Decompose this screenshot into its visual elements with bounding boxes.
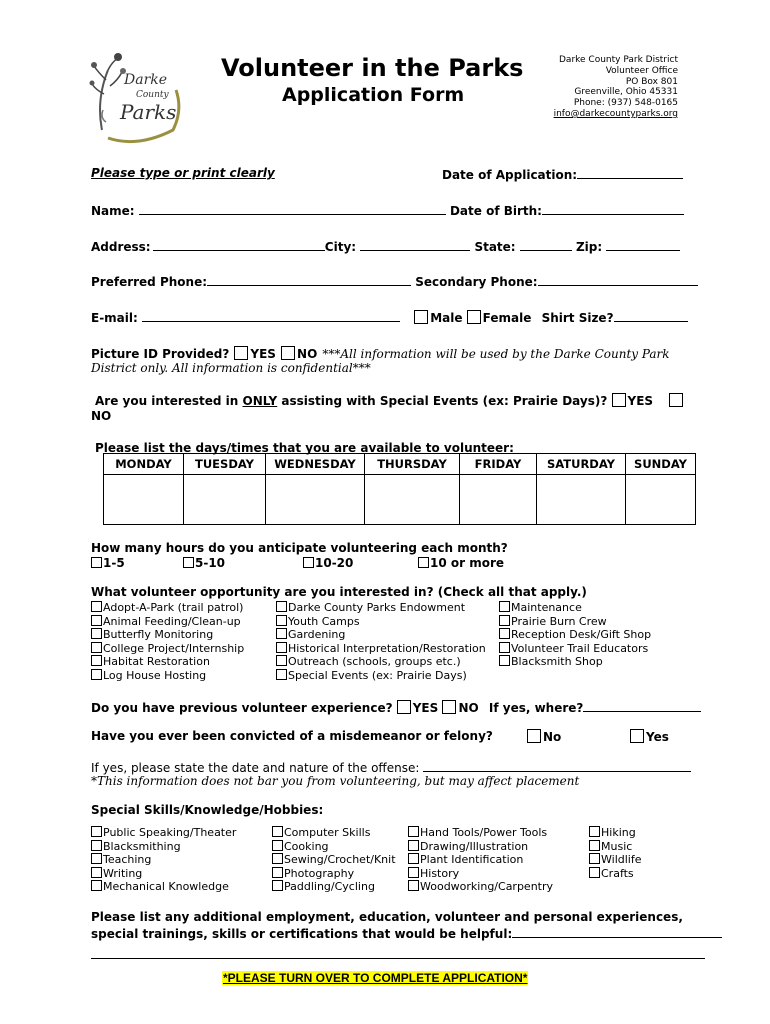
skills-heading: Special Skills/Knowledge/Hobbies: (91, 803, 324, 817)
skill-label: History (420, 866, 460, 880)
opportunity-label: Log House Hosting (103, 668, 207, 682)
experience-where-field[interactable] (583, 699, 701, 712)
skill-checkbox[interactable] (408, 867, 419, 878)
female-label: Female (482, 311, 532, 325)
experience-where-label: If yes, where? (488, 701, 584, 715)
zip-label: Zip: (575, 240, 603, 254)
opportunity-item (91, 655, 244, 669)
skill-item (272, 840, 396, 854)
picture-id-no-label: NO (297, 347, 318, 361)
city-field[interactable] (360, 238, 470, 251)
preferred-phone-label: Preferred Phone: (91, 275, 208, 289)
turn-over-notice: *PLEASE TURN OVER TO COMPLETE APPLICATION* (223, 971, 528, 985)
hours-label: 1-5 (103, 556, 125, 570)
date-of-application-field[interactable] (577, 166, 683, 179)
opportunity-label: Habitat Restoration (103, 655, 210, 669)
availability-cell-friday[interactable] (460, 475, 537, 525)
special-events-no-checkbox[interactable] (669, 393, 683, 407)
opportunity-checkbox[interactable] (499, 642, 510, 653)
skill-label: Hand Tools/Power Tools (420, 826, 548, 839)
opportunity-label: Volunteer Trail Educators (511, 641, 649, 655)
skill-checkbox[interactable] (91, 880, 102, 891)
skill-label: Sewing/Crochet/Knit (284, 853, 396, 867)
availability-cell-saturday[interactable] (537, 475, 626, 525)
hours-checkbox[interactable] (91, 557, 102, 568)
day-header: SUNDAY (626, 454, 696, 475)
opportunity-checkbox[interactable] (91, 642, 102, 653)
opportunity-checkbox[interactable] (276, 655, 287, 666)
opportunity-label: College Project/Internship (103, 641, 245, 655)
skills-col4 (589, 826, 641, 880)
skill-label: Computer Skills (284, 826, 371, 839)
opportunity-checkbox[interactable] (499, 615, 510, 626)
zip-field[interactable] (606, 238, 680, 251)
address-row (91, 238, 680, 254)
special-events-yes-checkbox[interactable] (612, 393, 626, 407)
skill-checkbox[interactable] (91, 826, 102, 837)
conviction-yes-label: Yes (646, 730, 669, 744)
opportunity-label: Special Events (ex: Prairie Days) (288, 668, 467, 682)
day-header: MONDAY (104, 454, 184, 475)
hours-label: 10 or more (430, 556, 505, 570)
opportunities-col1 (91, 601, 244, 683)
page-title: Volunteer in the Parks (221, 54, 524, 82)
opportunity-label: Butterfly Monitoring (103, 628, 214, 642)
dob-field[interactable] (542, 202, 684, 215)
offense-field[interactable] (423, 759, 691, 772)
special-events-q-pre: Are you interested in (95, 394, 243, 408)
experience-no-label: NO (458, 701, 479, 715)
park-logo (88, 50, 188, 150)
opportunity-item (276, 628, 486, 642)
female-checkbox[interactable] (467, 310, 481, 324)
conviction-question: Have you ever been convicted of a misdemeanor or felony? (91, 729, 493, 743)
male-label: Male (430, 311, 463, 325)
offense-row (91, 759, 691, 775)
office-address (554, 55, 678, 120)
opportunities-col2 (276, 601, 486, 683)
day-header: FRIDAY (460, 454, 537, 475)
skill-item (589, 853, 641, 867)
opportunity-checkbox[interactable] (276, 669, 287, 680)
opportunity-checkbox[interactable] (91, 655, 102, 666)
email-label: E-mail: (91, 311, 138, 325)
skills-col3 (408, 826, 553, 894)
skill-item (589, 826, 641, 840)
logo-text-county: County (136, 90, 169, 100)
skill-label: Music (601, 839, 633, 853)
opportunity-checkbox[interactable] (91, 615, 102, 626)
address-field[interactable] (153, 238, 325, 251)
opportunity-checkbox[interactable] (499, 601, 510, 612)
hours-option (183, 556, 225, 570)
opportunity-label: Prairie Burn Crew (511, 614, 607, 628)
skill-checkbox[interactable] (589, 826, 600, 837)
opportunity-label: Adopt-A-Park (trail patrol) (103, 601, 244, 614)
preferred-phone-field[interactable] (207, 273, 411, 286)
skill-label: Woodworking/Carpentry (420, 880, 554, 894)
skill-item (91, 853, 236, 867)
skill-checkbox[interactable] (272, 880, 283, 891)
address-line: Volunteer Office (605, 65, 678, 76)
opportunity-label: Outreach (schools, groups etc.) (288, 655, 461, 669)
availability-table (103, 453, 696, 525)
experience-yes-label: YES (412, 701, 439, 715)
confidential-note: ***All information will be used by the Darke County Park (322, 347, 670, 361)
additional-line2: special trainings, skills or certifications that would be helpful: (91, 927, 513, 941)
day-header: SATURDAY (537, 454, 626, 475)
skill-item (272, 826, 396, 840)
skills-col1 (91, 826, 236, 894)
special-events-no-label: NO (91, 409, 112, 423)
address-line: PO Box 801 (625, 76, 678, 87)
opportunity-checkbox[interactable] (91, 601, 102, 612)
name-label: Name: (91, 204, 135, 218)
address-label: Address: (91, 240, 151, 254)
opportunity-item (499, 601, 651, 615)
skill-label: Teaching (103, 853, 152, 867)
special-events-q-emphasis: ONLY (242, 394, 278, 408)
email-field[interactable] (142, 309, 400, 322)
special-events-yes-label: YES (627, 394, 654, 408)
shirt-size-field[interactable] (614, 309, 688, 322)
phone-row (91, 273, 698, 289)
skill-checkbox[interactable] (408, 840, 419, 851)
opportunity-item (499, 642, 651, 656)
skill-checkbox[interactable] (408, 826, 419, 837)
email-row (91, 309, 688, 325)
skill-checkbox[interactable] (91, 867, 102, 878)
hours-checkbox[interactable] (418, 557, 429, 568)
availability-cell-tuesday[interactable] (184, 475, 266, 525)
skill-checkbox[interactable] (589, 840, 600, 851)
skill-checkbox[interactable] (589, 853, 600, 864)
skill-label: Crafts (601, 866, 634, 880)
skill-item (589, 867, 641, 881)
skill-label: Mechanical Knowledge (103, 880, 229, 894)
hours-checkbox[interactable] (183, 557, 194, 568)
day-header: TUESDAY (184, 454, 266, 475)
conviction-no (527, 729, 561, 744)
additional-extra-line[interactable] (91, 958, 705, 959)
special-events-row (95, 393, 685, 408)
additional-field[interactable] (512, 925, 722, 938)
date-of-application-row (442, 166, 683, 182)
address-line: Darke County Park District (559, 55, 678, 65)
page-subtitle: Application Form (282, 84, 465, 106)
opportunity-label: Maintenance (511, 601, 582, 614)
opportunities-question: What volunteer opportunity are you interested in? (Check all that apply.) (91, 585, 587, 599)
name-row (91, 202, 684, 218)
day-header: THURSDAY (365, 454, 460, 475)
opportunity-label: Blacksmith Shop (511, 655, 603, 669)
conviction-no-checkbox[interactable] (527, 729, 541, 743)
availability-cell-sunday[interactable] (626, 475, 696, 525)
picture-id-row (91, 343, 670, 362)
skill-item (91, 880, 236, 894)
opportunity-item (499, 655, 651, 669)
hours-checkbox[interactable] (303, 557, 314, 568)
opportunity-item (276, 669, 486, 683)
opportunity-checkbox[interactable] (276, 628, 287, 639)
experience-question: Do you have previous volunteer experience? (91, 701, 393, 715)
skill-item (272, 880, 396, 894)
opportunity-checkbox[interactable] (91, 669, 102, 680)
picture-id-label: Picture ID Provided? (91, 347, 230, 361)
skill-checkbox[interactable] (91, 840, 102, 851)
skill-label: Cooking (284, 839, 329, 853)
skill-item (408, 867, 553, 881)
shirt-size-label: Shirt Size? (541, 311, 614, 325)
availability-cell-monday[interactable] (104, 475, 184, 525)
address-line: Phone: (937) 548-0165 (573, 98, 678, 109)
hours-option (418, 556, 504, 570)
opportunity-label: Darke County Parks Endowment (288, 601, 466, 614)
opportunity-item (91, 601, 244, 615)
secondary-phone-field[interactable] (538, 273, 698, 286)
skill-item (408, 826, 553, 840)
state-field[interactable] (520, 238, 572, 251)
opportunity-label: Animal Feeding/Clean-up (103, 614, 241, 628)
skill-checkbox[interactable] (408, 880, 419, 891)
opportunity-label: Youth Camps (288, 614, 360, 628)
name-field[interactable] (139, 202, 446, 215)
skill-label: Photography (284, 866, 355, 880)
skill-item (408, 840, 553, 854)
skill-label: Hiking (601, 826, 636, 839)
male-checkbox[interactable] (414, 310, 428, 324)
conviction-yes (630, 729, 669, 744)
dob-label: Date of Birth: (449, 204, 542, 218)
placement-note: *This information does not bar you from volunteering, but may affect placement (91, 774, 580, 788)
skill-item (589, 840, 641, 854)
skill-checkbox[interactable] (589, 867, 600, 878)
opportunity-checkbox[interactable] (499, 628, 510, 639)
skill-label: Blacksmithing (103, 839, 181, 853)
skill-item (91, 840, 236, 854)
opportunity-label: Gardening (288, 628, 346, 642)
hours-option (91, 556, 125, 570)
logo-text-darke: Darke (124, 72, 168, 88)
opportunity-checkbox[interactable] (276, 615, 287, 626)
opportunity-item (276, 601, 486, 615)
skill-checkbox[interactable] (272, 840, 283, 851)
city-label: City: (324, 240, 357, 254)
experience-no-checkbox[interactable] (442, 700, 456, 714)
opportunity-item (276, 655, 486, 669)
conviction-no-label: No (543, 730, 562, 744)
date-of-application-label: Date of Application: (442, 168, 578, 182)
special-events-q-post: assisting with Special Events (ex: Prairie Days)? (277, 394, 608, 408)
opportunity-item (276, 615, 486, 629)
skill-label: Public Speaking/Theater (103, 826, 237, 839)
secondary-phone-label: Secondary Phone: (415, 275, 538, 289)
opportunity-item (499, 628, 651, 642)
skill-checkbox[interactable] (272, 867, 283, 878)
opportunity-checkbox[interactable] (276, 642, 287, 653)
conviction-yes-checkbox[interactable] (630, 729, 644, 743)
opportunity-checkbox[interactable] (499, 655, 510, 666)
print-note: Please type or print clearly (91, 166, 275, 180)
opportunity-label: Reception Desk/Gift Shop (511, 628, 652, 642)
opportunity-item (91, 642, 244, 656)
opportunity-item (276, 642, 486, 656)
picture-id-yes-label: YES (250, 347, 276, 361)
hours-label: 10-20 (315, 556, 354, 570)
skill-checkbox[interactable] (272, 826, 283, 837)
hours-option (303, 556, 353, 570)
skill-label: Wildlife (601, 853, 642, 867)
skill-label: Paddling/Cycling (284, 880, 375, 894)
additional-row (91, 925, 722, 941)
skill-item (91, 867, 236, 881)
skill-label: Plant Identification (420, 853, 524, 867)
opportunity-item (91, 628, 244, 642)
skill-item (408, 880, 553, 894)
logo-text-parks: Parks (120, 100, 177, 124)
skill-label: Drawing/Illustration (420, 839, 529, 853)
experience-row (91, 699, 701, 715)
skill-checkbox[interactable] (408, 853, 419, 864)
picture-id-yes-checkbox[interactable] (234, 346, 248, 360)
skill-item (91, 826, 236, 840)
day-header: WEDNESDAY (266, 454, 365, 475)
opportunities-col3 (499, 601, 651, 669)
opportunity-checkbox[interactable] (91, 628, 102, 639)
hours-label: 5-10 (195, 556, 226, 570)
state-label: State: (474, 240, 516, 254)
opportunity-label: Historical Interpretation/Restoration (288, 641, 486, 655)
skill-checkbox[interactable] (91, 853, 102, 864)
opportunity-item (499, 615, 651, 629)
offense-label: If yes, please state the date and nature of the offense: (91, 761, 420, 775)
opportunity-item (91, 615, 244, 629)
skill-item (408, 853, 553, 867)
confidential-note-line2: District only. All information is confidential*** (91, 361, 371, 375)
opportunity-item (91, 669, 244, 683)
skill-checkbox[interactable] (272, 853, 283, 864)
skill-label: Writing (103, 866, 143, 880)
availability-cell-thursday[interactable] (365, 475, 460, 525)
address-line: Greenville, Ohio 45331 (574, 87, 678, 98)
opportunity-checkbox[interactable] (276, 601, 287, 612)
hours-question: How many hours do you anticipate volunteering each month? (91, 541, 508, 555)
skills-col2 (272, 826, 396, 894)
availability-cell-wednesday[interactable] (266, 475, 365, 525)
experience-yes-checkbox[interactable] (397, 700, 411, 714)
additional-line1: Please list any additional employment, education, volunteer and personal experiences, (91, 910, 683, 924)
skill-item (272, 853, 396, 867)
skill-item (272, 867, 396, 881)
email-link[interactable]: info@darkecountyparks.org (553, 108, 678, 119)
availability-prompt: Please list the days/times that you are available to volunteer: (95, 441, 514, 455)
picture-id-no-checkbox[interactable] (281, 346, 295, 360)
